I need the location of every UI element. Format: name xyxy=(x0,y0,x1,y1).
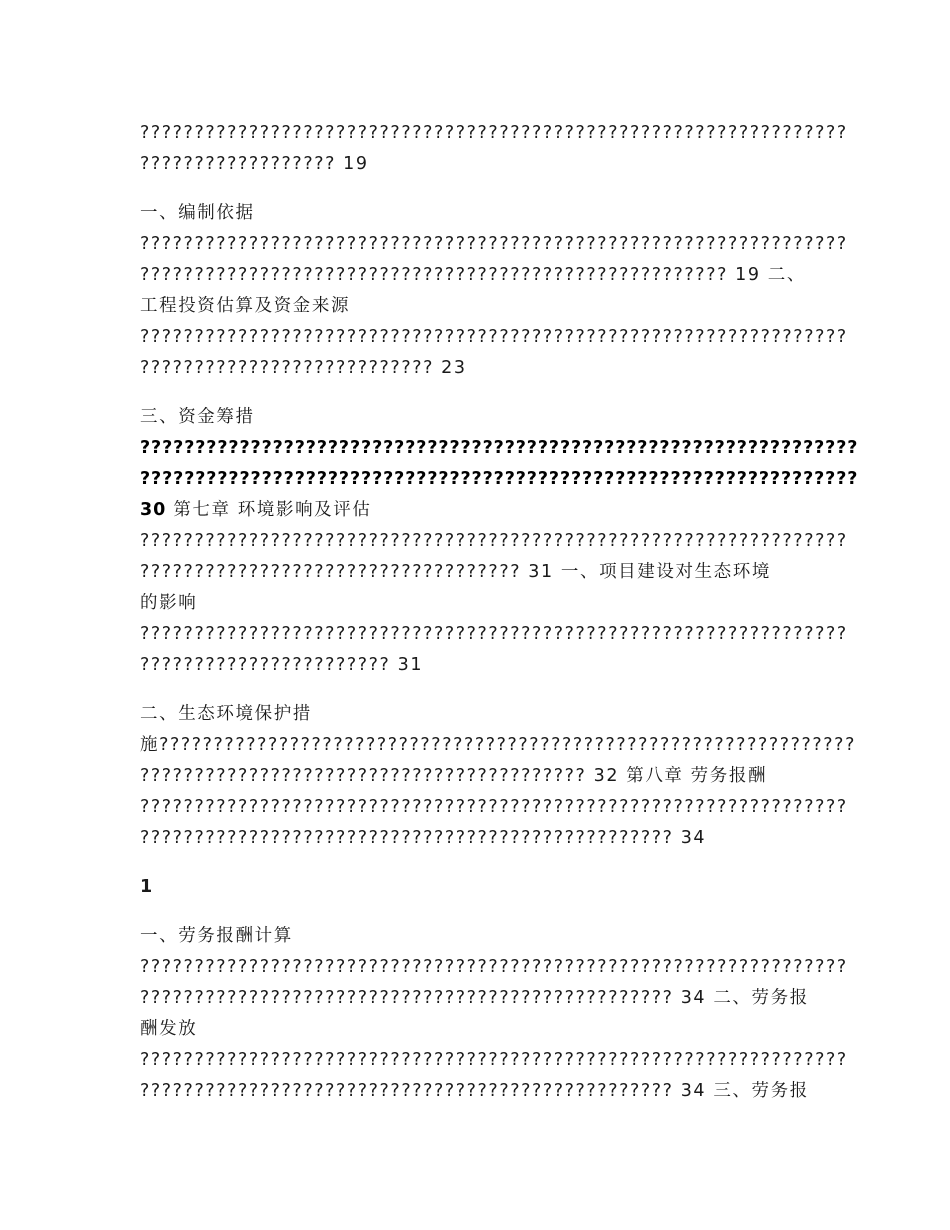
toc-line: ????????????????????????????????????????? 32 第八章 劳务报酬 xyxy=(140,766,768,786)
toc-line: ?????????????????? 19 xyxy=(140,154,369,174)
toc-block-4 xyxy=(140,699,856,854)
toc-line: ????????????????????????????????????????????????????????????????? xyxy=(140,1050,848,1070)
table-of-contents xyxy=(140,118,859,1107)
toc-line: 施???????????????????????????????????????????????????????????????? xyxy=(140,735,856,755)
toc-line: ????????????????????????????????????????????????????????????????? xyxy=(140,531,848,551)
toc-block-2 xyxy=(140,198,848,384)
toc-line: ????????????????????????????????????????????????????????????????? xyxy=(140,624,848,644)
toc-line: ????????????????????????????????????????????????????????????????? xyxy=(140,234,848,254)
toc-block-1 xyxy=(140,118,848,180)
toc-line: ??????????????????????? 31 xyxy=(140,655,424,675)
toc-line: ????????????????????????????????????????????????? 34 三、劳务报 xyxy=(140,1081,809,1101)
toc-line: ????????????????????????????????????????????????? 34 xyxy=(140,828,707,848)
toc-block-3 xyxy=(140,402,859,681)
toc-line-bold: ????????????????????????????????????????????????????????????????? xyxy=(140,438,859,458)
toc-line: ????????????????????????????????????????????????? 34 二、劳务报 xyxy=(140,988,809,1008)
toc-page-ref: 30 xyxy=(140,500,167,520)
toc-block-5 xyxy=(140,921,848,1107)
toc-line: 酬发放 xyxy=(140,1019,198,1039)
toc-line-bold: ????????????????????????????????????????????????????????????????? xyxy=(140,469,859,489)
toc-heading: 三、资金筹措 xyxy=(140,407,255,427)
toc-line: ????????????????????????????????????????????????????????????????? xyxy=(140,797,848,817)
toc-line: ????????????????????????????????????????????????????????????????? xyxy=(140,327,848,347)
toc-line: ?????????????????????????????????????????????????????? 19 二、 xyxy=(140,265,806,285)
toc-line: ??????????????????????????????????? 31 一、项目建设对生态环境 xyxy=(140,562,771,582)
toc-line: 的影响 xyxy=(140,593,198,613)
toc-line xyxy=(140,495,820,526)
toc-line: ????????????????????????????????????????????????????????????????? xyxy=(140,123,848,143)
toc-heading: 一、编制依据 xyxy=(140,203,255,223)
toc-line: ????????????????????????????????????????????????????????????????? xyxy=(140,957,848,977)
chapter-heading: 第七章 环境影响及评估 xyxy=(166,500,372,520)
toc-line: 工程投资估算及资金来源 xyxy=(140,296,351,316)
toc-line: ??????????????????????????? 23 xyxy=(140,358,467,378)
toc-heading: 一、劳务报酬计算 xyxy=(140,926,293,946)
toc-heading: 二、生态环境保护措 xyxy=(140,704,312,724)
page-number: 1 xyxy=(140,877,154,897)
